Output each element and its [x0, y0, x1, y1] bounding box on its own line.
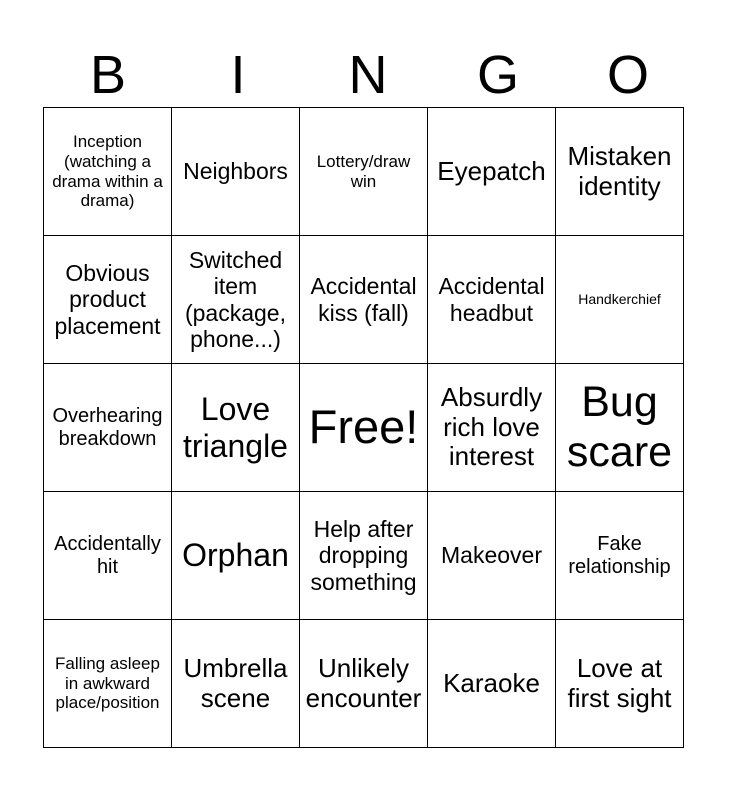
- bingo-cell[interactable]: Switched item (package, phone...): [172, 236, 300, 364]
- header-letter-b: B: [89, 45, 127, 105]
- bingo-cell[interactable]: Makeover: [428, 492, 556, 620]
- bingo-cell[interactable]: Umbrella scene: [172, 620, 300, 748]
- bingo-header: [43, 44, 693, 106]
- board-row: [44, 108, 684, 236]
- header-letter-o: O: [606, 45, 649, 105]
- bingo-cell[interactable]: Absurdly rich love interest: [428, 364, 556, 492]
- bingo-cell[interactable]: Accidental headbut: [428, 236, 556, 364]
- bingo-cell[interactable]: Overhearing breakdown: [44, 364, 172, 492]
- bingo-cell[interactable]: Obvious product placement: [44, 236, 172, 364]
- board-row: [44, 620, 684, 748]
- bingo-cell[interactable]: Help after dropping something: [300, 492, 428, 620]
- bingo-cell[interactable]: Accidental kiss (fall): [300, 236, 428, 364]
- bingo-cell[interactable]: Bug scare: [556, 364, 684, 492]
- bingo-cell[interactable]: Accidentally hit: [44, 492, 172, 620]
- bingo-cell[interactable]: Unlikely encounter: [300, 620, 428, 748]
- bingo-cell[interactable]: Lottery/draw win: [300, 108, 428, 236]
- bingo-cell[interactable]: Love triangle: [172, 364, 300, 492]
- header-letter-g: G: [476, 45, 519, 105]
- bingo-cell[interactable]: Inception (watching a drama within a drama): [44, 108, 172, 236]
- board-row: [44, 236, 684, 364]
- bingo-board: [43, 107, 684, 748]
- bingo-cell[interactable]: Neighbors: [172, 108, 300, 236]
- board-row: [44, 492, 684, 620]
- bingo-cell[interactable]: Karaoke: [428, 620, 556, 748]
- header-letter-i: I: [230, 45, 246, 105]
- free-space-cell[interactable]: Free!: [300, 364, 428, 492]
- bingo-cell[interactable]: Fake relationship: [556, 492, 684, 620]
- bingo-cell[interactable]: Love at first sight: [556, 620, 684, 748]
- board-row: [44, 364, 684, 492]
- bingo-cell[interactable]: Mistaken identity: [556, 108, 684, 236]
- bingo-cell[interactable]: Eyepatch: [428, 108, 556, 236]
- header-letter-n: N: [348, 45, 388, 105]
- bingo-cell[interactable]: Handkerchief: [556, 236, 684, 364]
- bingo-cell[interactable]: Falling asleep in awkward place/position: [44, 620, 172, 748]
- bingo-cell[interactable]: Orphan: [172, 492, 300, 620]
